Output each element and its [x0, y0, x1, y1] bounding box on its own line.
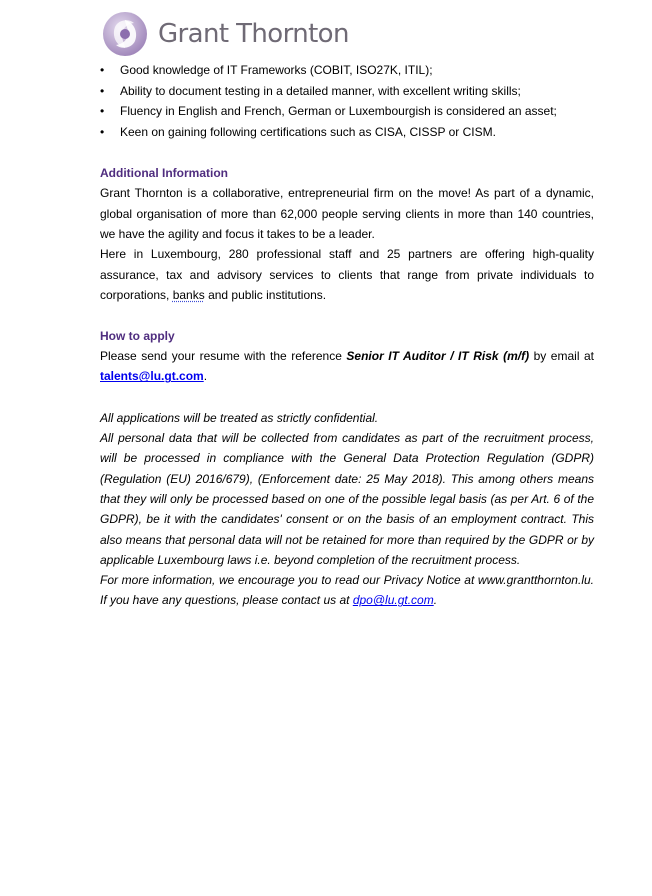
confidentiality-note: All applications will be treated as strictly confidential.: [100, 410, 379, 425]
how-to-apply-heading: How to apply: [100, 329, 175, 344]
brand-name: Grant Thornton: [158, 19, 349, 49]
additional-p2-text: Here in Luxembourg, 280 professional staff and 25 partners are offering high-quality assurance, tax and advisory services to clients that range from private individuals to corporations,: [100, 247, 594, 302]
spellcheck-word: banks: [172, 287, 205, 302]
list-item: • Ability to document testing in a detailed manner, with excellent writing skills;: [100, 81, 594, 102]
grant-thornton-logo: [102, 11, 349, 57]
apply-text-2: by email at: [529, 349, 595, 364]
dpo-email-link[interactable]: dpo@lu.gt.com: [352, 593, 434, 608]
list-item: • Fluency in English and French, German or Luxembourgish is considered an asset;: [100, 101, 594, 122]
talents-email-link[interactable]: talents@lu.gt.com: [100, 369, 204, 384]
requirements-list: [100, 60, 594, 142]
list-item: • Good knowledge of IT Frameworks (COBIT, ISO27K, ITIL);: [100, 60, 594, 81]
gdpr-paragraph: All personal data that will be collected from candidates as part of the recruitment process, will be processed in compliance with the General Data Protection Regulation (GDPR) (Regulation (EU) 2016/679), (Enforcement date: 25 May 2018). This among others means that they will only be processed based on one of the possible legal basis (as per Art. 6 of the GDPR), be it with the candidates' consent or on the basis of an employment contract. This also means that personal data will not be retained for more than required by the GDPR or by applicable Luxembourg laws i.e. beyond completion of the recruitment process.: [100, 431, 594, 567]
additional-p2-end: and public institutions.: [204, 287, 327, 302]
list-item: • Keen on gaining following certifications such as CISA, CISSP or CISM.: [100, 122, 594, 143]
additional-paragraph-1: Grant Thornton is a collaborative, entrepreneurial firm on the move! As part of a dynamic, global organisation of more than 62,000 people serving clients in more than 140 countries, we have the agility and focus it takes to be a leader.: [100, 186, 594, 241]
additional-information-heading: Additional Information: [100, 166, 228, 181]
grant-thornton-emblem-icon: [102, 11, 148, 57]
privacy-text: For more information, we encourage you to read our Privacy Notice at www.grantthornton.lu. If you have any questions, please contact us at: [100, 573, 594, 608]
additional-paragraph-2: [100, 244, 594, 305]
job-reference: Senior IT Auditor / IT Risk (m/f): [346, 349, 530, 364]
privacy-contact-paragraph: [100, 570, 594, 611]
apply-end: .: [203, 369, 208, 384]
document-body: [100, 60, 594, 611]
apply-text: Please send your resume with the reference: [100, 349, 347, 364]
apply-paragraph: [100, 346, 594, 387]
privacy-end: .: [433, 593, 438, 608]
